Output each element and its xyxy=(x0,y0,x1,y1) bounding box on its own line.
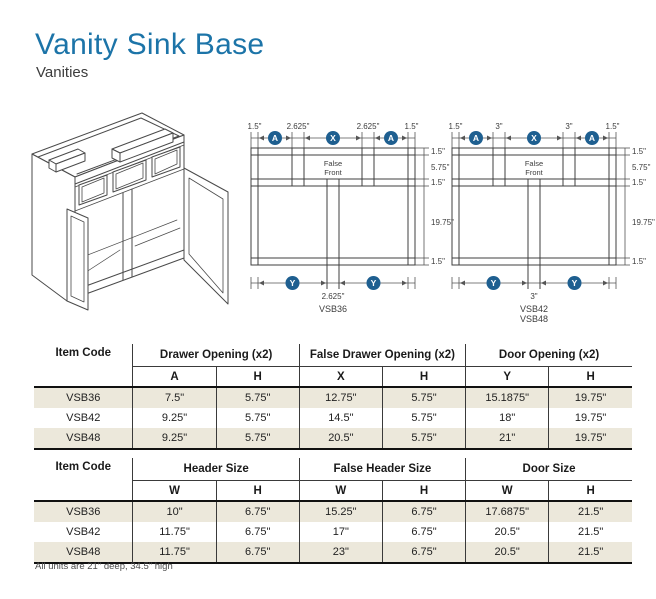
table-row xyxy=(34,387,632,408)
sub-header: A xyxy=(133,367,216,388)
value-cell: 9.25" xyxy=(133,408,216,428)
value-cell: 20.5" xyxy=(466,522,549,542)
diagram-caption: VSB36 xyxy=(318,304,348,314)
item-code-header: Item Code xyxy=(34,344,133,387)
dimension-diagram-vsb36 xyxy=(243,113,458,328)
cabinet-3d-illustration xyxy=(22,108,238,327)
value-cell: 20.5" xyxy=(299,428,382,449)
value-cell: 12.75" xyxy=(299,387,382,408)
value-cell: 6.75" xyxy=(382,542,465,563)
marker-a: A xyxy=(387,133,395,143)
group-header-header-size: Header Size xyxy=(133,458,299,481)
false-front-label: Front xyxy=(324,168,342,177)
dim-label: 2.625" xyxy=(286,122,310,131)
group-header-false-header-size: False Header Size xyxy=(299,458,465,481)
dim-label: 1.5" xyxy=(404,122,419,131)
dim-label: 3" xyxy=(530,292,538,301)
group-header-door-size: Door Size xyxy=(466,458,632,481)
table-row xyxy=(34,542,632,563)
value-cell: 6.75" xyxy=(216,501,299,522)
dim-label: 1.5" xyxy=(605,122,620,131)
dim-label: 1.5" xyxy=(632,147,646,156)
false-front-label: False xyxy=(323,159,343,168)
false-front-label: False xyxy=(524,159,544,168)
dim-label: 1.5" xyxy=(431,257,445,266)
value-cell: 6.75" xyxy=(382,501,465,522)
dim-label: 2.625" xyxy=(321,292,345,301)
item-code-header: Item Code xyxy=(34,458,133,501)
item-code-cell: VSB48 xyxy=(34,428,133,449)
dimension-arrows xyxy=(460,136,608,286)
diagram-caption: VSB48 xyxy=(519,314,549,323)
value-cell: 5.75" xyxy=(382,387,465,408)
sub-header: W xyxy=(466,481,549,502)
sub-header: W xyxy=(133,481,216,502)
value-cell: 9.25" xyxy=(133,428,216,449)
item-code-cell: VSB42 xyxy=(66,526,101,538)
sub-header: H xyxy=(549,481,632,502)
diagram-caption: VSB42 xyxy=(519,304,549,314)
group-header-false-drawer-opening: False Drawer Opening (x2) xyxy=(299,344,465,367)
value-cell: 21.5" xyxy=(549,501,632,522)
group-header-door-opening: Door Opening (x2) xyxy=(466,344,632,367)
value-cell: 11.75" xyxy=(133,542,216,563)
value-cell: 15.1875" xyxy=(466,387,549,408)
value-cell: 5.75" xyxy=(216,387,299,408)
item-code-cell: VSB48 xyxy=(34,542,133,563)
value-cell: 10" xyxy=(133,501,216,522)
dimension-arrows xyxy=(259,136,407,286)
marker-a: A xyxy=(588,133,596,143)
value-cell: 5.75" xyxy=(382,428,465,449)
value-cell: 5.75" xyxy=(216,408,299,428)
value-cell: 11.75" xyxy=(133,522,216,542)
value-cell: 7.5" xyxy=(133,387,216,408)
dim-label: 1.5" xyxy=(448,122,463,131)
value-cell: 18" xyxy=(466,408,549,428)
value-cell: 19.75" xyxy=(549,387,632,408)
marker-y: Y xyxy=(289,278,296,288)
units-footnote: All units are 21" deep, 34.5" high xyxy=(35,561,173,572)
dim-label: 1.5" xyxy=(632,257,646,266)
item-code-cell: VSB42 xyxy=(66,412,101,424)
sub-header: W xyxy=(299,481,382,502)
value-cell: 20.5" xyxy=(466,542,549,563)
marker-y: Y xyxy=(370,278,377,288)
sub-header: H xyxy=(382,367,465,388)
sub-header: Y xyxy=(466,367,549,388)
value-cell: 6.75" xyxy=(216,522,299,542)
dim-label: 19.75" xyxy=(632,218,655,227)
dim-label: 1.5" xyxy=(431,147,445,156)
sub-header: X xyxy=(299,367,382,388)
sub-header: H xyxy=(216,367,299,388)
sub-header: H xyxy=(382,481,465,502)
value-cell: 6.75" xyxy=(216,542,299,563)
marker-y: Y xyxy=(571,278,578,288)
value-cell: 19.75" xyxy=(549,428,632,449)
value-cell: 5.75" xyxy=(382,408,465,428)
sizes-table xyxy=(34,458,632,564)
marker-x: X xyxy=(330,133,336,143)
value-cell: 21" xyxy=(466,428,549,449)
value-cell: 5.75" xyxy=(216,428,299,449)
value-cell: 15.25" xyxy=(299,501,382,522)
value-cell: 19.75" xyxy=(549,408,632,428)
value-cell: 17" xyxy=(299,522,382,542)
dim-label: 1.5" xyxy=(632,178,646,187)
dim-label: 3" xyxy=(495,122,503,131)
table-row xyxy=(34,501,632,522)
value-cell: 6.75" xyxy=(382,522,465,542)
false-front-label: Front xyxy=(525,168,543,177)
table-row xyxy=(34,408,632,428)
dim-label: 5.75" xyxy=(431,163,450,172)
value-cell: 21.5" xyxy=(549,542,632,563)
dim-label: 2.625" xyxy=(356,122,380,131)
group-header-drawer-opening: Drawer Opening (x2) xyxy=(133,344,299,367)
marker-y: Y xyxy=(490,278,497,288)
sub-header: H xyxy=(216,481,299,502)
value-cell: 17.6875" xyxy=(466,501,549,522)
page-title: Vanity Sink Base xyxy=(35,28,265,61)
dim-label: 1.5" xyxy=(431,178,445,187)
table-row xyxy=(34,428,632,449)
dim-label: 3" xyxy=(565,122,573,131)
item-code-cell: VSB36 xyxy=(66,506,101,518)
sub-header: H xyxy=(549,367,632,388)
item-code-cell: VSB36 xyxy=(66,392,101,404)
marker-a: A xyxy=(472,133,480,143)
value-cell: 23" xyxy=(299,542,382,563)
dim-label: 1.5" xyxy=(247,122,262,131)
openings-table xyxy=(34,344,632,450)
table-row xyxy=(34,522,632,542)
value-cell: 14.5" xyxy=(299,408,382,428)
value-cell: 21.5" xyxy=(549,522,632,542)
dimension-diagram-vsb42-vsb48 xyxy=(444,113,656,328)
page-subtitle: Vanities xyxy=(36,64,89,81)
marker-a: A xyxy=(271,133,279,143)
marker-x: X xyxy=(531,133,537,143)
dim-label: 5.75" xyxy=(632,163,651,172)
dim-label: 19.75" xyxy=(431,218,454,227)
